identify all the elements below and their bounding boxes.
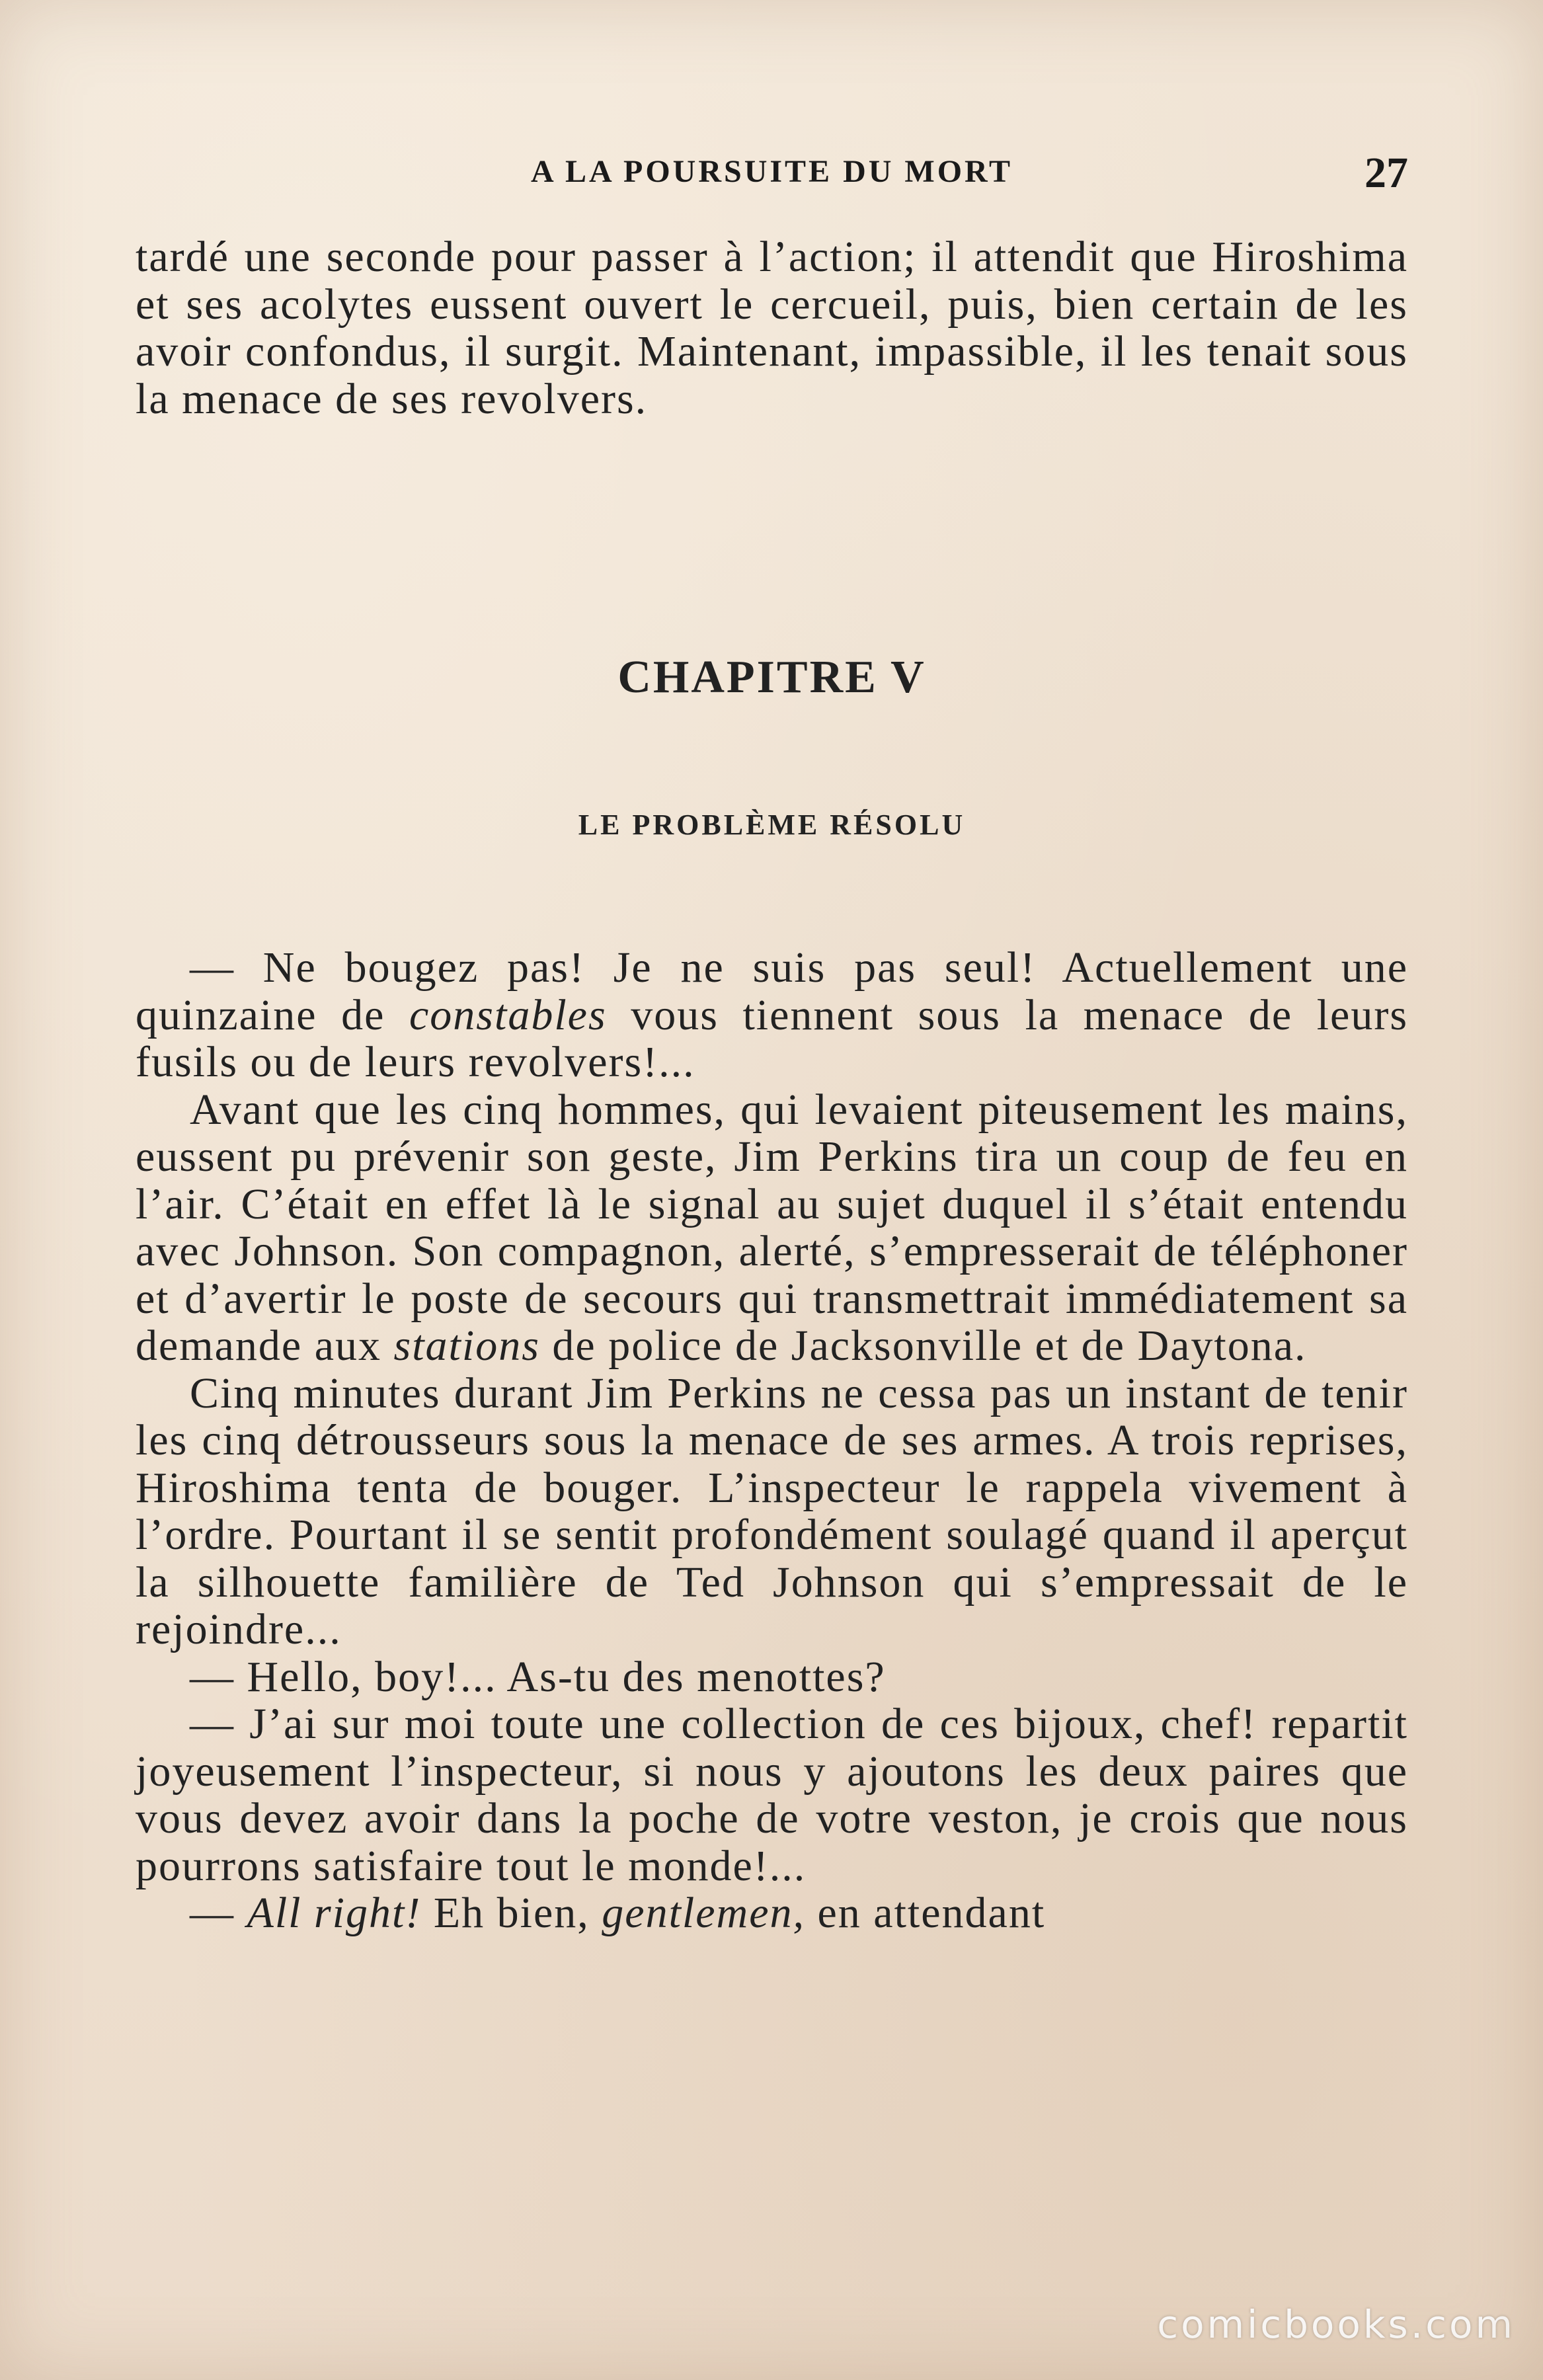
italic-phrase: All right! <box>247 1889 422 1937</box>
text-run: — Ne bougez pas! Je ne suis pas seul! Actuellement une quinzaine de <box>136 943 1408 1039</box>
paragraph-dialogue-4 <box>136 1889 1408 1937</box>
text-run: — <box>190 1889 247 1937</box>
chapter-title: CHAPITRE V <box>617 652 926 703</box>
italic-word: constables <box>409 990 607 1039</box>
text-run: de police de Jacksonville et de Daytona. <box>539 1322 1307 1370</box>
italic-word: stations <box>393 1322 540 1370</box>
text-run: Eh bien, <box>421 1889 602 1937</box>
paragraph-dialogue-1 <box>136 944 1408 1086</box>
running-title: A LA POURSUITE DU MORT <box>530 154 1013 189</box>
paragraph-narration-1 <box>136 1086 1408 1370</box>
chapter-body <box>136 944 1408 1937</box>
page-header <box>136 149 1408 200</box>
text-run: vous tiennent sous la menace de leurs fusils ou de leurs revolvers!... <box>136 990 1408 1086</box>
paragraph-narration-2: Cinq minutes durant Jim Perkins ne cessa pas un instant de tenir les cinq détrousseurs sous la menace de ses armes. A trois reprises, Hiroshima tenta de bouger. L’inspecteur le rappela vivement à l’ordre. Pourtant il se sentit profondément soulagé quand il aperçut la silhouette familière de Ted Johnson qui s’empressait de le rejoindre... <box>136 1368 1408 1653</box>
text-run: en attendant <box>805 1889 1046 1937</box>
paragraph-continued: tardé une seconde pour passer à l’action; il attendit que Hiroshima et ses acolytes eussent ouvert le cercueil, puis, bien certain de les avoir confondus, il surgit. Maintenant, impassible, il les tenait sous la menace de ses revolvers. <box>136 233 1408 423</box>
chapter-subtitle: LE PROBLÈME RÉSOLU <box>578 809 966 841</box>
paragraph-dialogue-2: — Hello, boy!... As-tu des menottes? <box>190 1652 886 1701</box>
watermark: comicbooks.com <box>1157 2302 1515 2347</box>
paragraph-dialogue-3: — J’ai sur moi toute une collection de ces bijoux, chef! repartit joyeusement l’inspecteur, si nous y ajoutons les deux paires que vous devez avoir dans la poche de votre veston, je crois que nous pourrons satisfaire tout le monde!... <box>136 1700 1408 1890</box>
text-run: Avant que les cinq hommes, qui levaient piteusement les mains, eussent pu prévenir son geste, Jim Perkins tira un coup de feu en l’air. C’était en effet là le signal au sujet duquel il s’était entendu avec Johnson. Son compagnon, alerté, s’empresserait de téléphoner et d’avertir le poste de secours qui transmettrait immédiatement sa demande aux <box>136 1085 1408 1370</box>
page-number: 27 <box>1365 149 1408 197</box>
italic-word: gentlemen, <box>602 1889 805 1937</box>
